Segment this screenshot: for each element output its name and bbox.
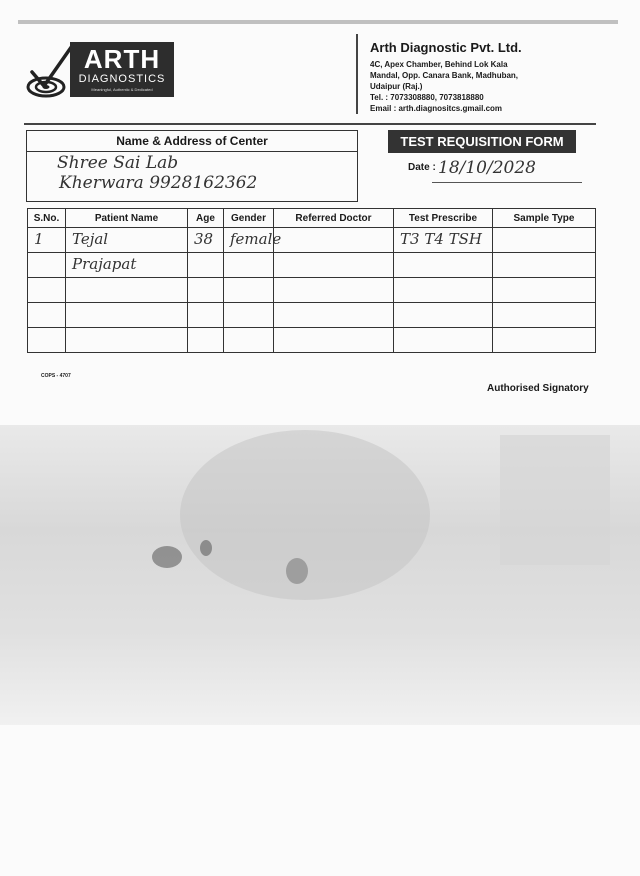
cell-patient-name (66, 303, 188, 328)
header-rule (24, 123, 596, 125)
cell-text (224, 278, 273, 280)
cell-age (188, 278, 224, 303)
table-row (28, 228, 596, 253)
cell-text (188, 303, 223, 305)
col-header-patient-name: Patient Name (66, 209, 188, 228)
cell-sno (28, 328, 66, 353)
cell-text (188, 253, 223, 255)
cell-text (28, 278, 65, 280)
cell-referred-doctor (274, 303, 394, 328)
cell-gender (224, 253, 274, 278)
cell-text: T3 T4 TSH (400, 230, 482, 248)
date-underline (432, 182, 582, 183)
requisition-table (27, 208, 596, 353)
company-address-line: 4C, Apex Chamber, Behind Lok Kala (370, 60, 508, 69)
cell-sno (28, 303, 66, 328)
cell-text (66, 328, 187, 330)
company-email: Email : arth.diagnositcs.gmail.com (370, 104, 503, 113)
cell-text (493, 328, 595, 330)
cell-text (274, 253, 393, 255)
cell-text (394, 278, 492, 280)
table-row (28, 328, 596, 353)
col-header-gender: Gender (224, 209, 274, 228)
cell-referred-doctor (274, 228, 394, 253)
cell-gender (224, 278, 274, 303)
cell-patient-name (66, 228, 188, 253)
cell-test-prescribe (394, 278, 493, 303)
cell-text (224, 303, 273, 305)
scan-stain (500, 435, 610, 565)
form-title: TEST REQUISITION FORM (388, 130, 576, 153)
cell-text (394, 303, 492, 305)
cell-text (394, 253, 492, 255)
cell-sample-type (493, 303, 596, 328)
logo-subtitle: DIAGNOSTICS (78, 73, 166, 85)
center-address-handwritten: Kherwara 9928162362 (59, 173, 258, 193)
cell-sample-type (493, 328, 596, 353)
form-code: COPS - 4707 (41, 373, 71, 379)
authorised-signatory-label: Authorised Signatory (487, 383, 589, 394)
col-header-age: Age (188, 209, 224, 228)
table-row (28, 278, 596, 303)
cell-gender (224, 228, 282, 253)
cell-sample-type (493, 253, 596, 278)
cell-text: Tejal (72, 230, 109, 248)
cell-text (274, 328, 393, 330)
logo-name: ARTH (83, 44, 161, 74)
scan-smudge (200, 540, 212, 556)
cell-text: Prajapat (72, 255, 137, 273)
cell-text (493, 228, 595, 230)
cell-age (188, 228, 224, 253)
cell-test-prescribe (394, 253, 493, 278)
cell-text: 38 (194, 230, 214, 248)
company-name: Arth Diagnostic Pvt. Ltd. (370, 40, 522, 55)
col-header-sample-type: Sample Type (493, 209, 596, 228)
company-address-line: Mandal, Opp. Canara Bank, Madhuban, (370, 71, 519, 80)
cell-text (394, 328, 492, 330)
cell-sno (28, 253, 66, 278)
cell-text (28, 303, 65, 305)
scan-smudge (152, 546, 182, 568)
cell-text (224, 328, 273, 330)
cell-sno (28, 228, 66, 253)
cell-referred-doctor (274, 278, 394, 303)
cell-text (274, 228, 393, 230)
logo-tagline: Meaningful, Authentic & Dedicated (91, 87, 153, 92)
cell-patient-name (66, 253, 188, 278)
table-row (28, 303, 596, 328)
cell-text (493, 278, 595, 280)
cell-age (188, 303, 224, 328)
date-label: Date : (408, 162, 436, 173)
cell-text: female (230, 230, 282, 248)
center-name-handwritten: Shree Sai Lab (57, 153, 179, 173)
company-address-line: Udaipur (Raj.) (370, 82, 423, 91)
cell-sno (28, 278, 66, 303)
target-check-icon (26, 42, 76, 100)
company-info (370, 40, 620, 114)
col-header-sno: S.No. (28, 209, 66, 228)
cell-text (274, 278, 393, 280)
cell-test-prescribe (394, 303, 493, 328)
cell-age (188, 328, 224, 353)
center-address-box (26, 130, 358, 202)
cell-text (224, 253, 273, 255)
col-header-referred-doctor: Referred Doctor (274, 209, 394, 228)
cell-text (28, 328, 65, 330)
cell-sample-type (493, 228, 596, 253)
cell-gender (224, 328, 274, 353)
cell-referred-doctor (274, 253, 394, 278)
logo (26, 42, 174, 102)
cell-text (66, 303, 187, 305)
cell-test-prescribe (394, 228, 493, 253)
cell-text (493, 303, 595, 305)
cell-text (28, 253, 65, 255)
col-header-test-prescribe: Test Prescribe (394, 209, 493, 228)
table-row (28, 253, 596, 278)
center-address-heading: Name & Address of Center (27, 131, 357, 152)
cell-text (188, 328, 223, 330)
cell-text (188, 278, 223, 280)
cell-test-prescribe (394, 328, 493, 353)
cell-patient-name (66, 328, 188, 353)
cell-text (274, 303, 393, 305)
date-value-handwritten: 18/10/2028 (438, 158, 536, 178)
cell-patient-name (66, 278, 188, 303)
cell-gender (224, 303, 274, 328)
cell-age (188, 253, 224, 278)
cell-text (493, 253, 595, 255)
header-divider (356, 34, 358, 114)
logo-box (70, 42, 174, 97)
cell-referred-doctor (274, 328, 394, 353)
cell-text: 1 (34, 230, 44, 248)
cell-text (66, 278, 187, 280)
cell-sample-type (493, 278, 596, 303)
company-phone: Tel. : 7073308880, 7073818880 (370, 93, 484, 102)
top-border (18, 20, 618, 24)
scan-smudge (286, 558, 308, 584)
table-header-row (28, 209, 596, 228)
